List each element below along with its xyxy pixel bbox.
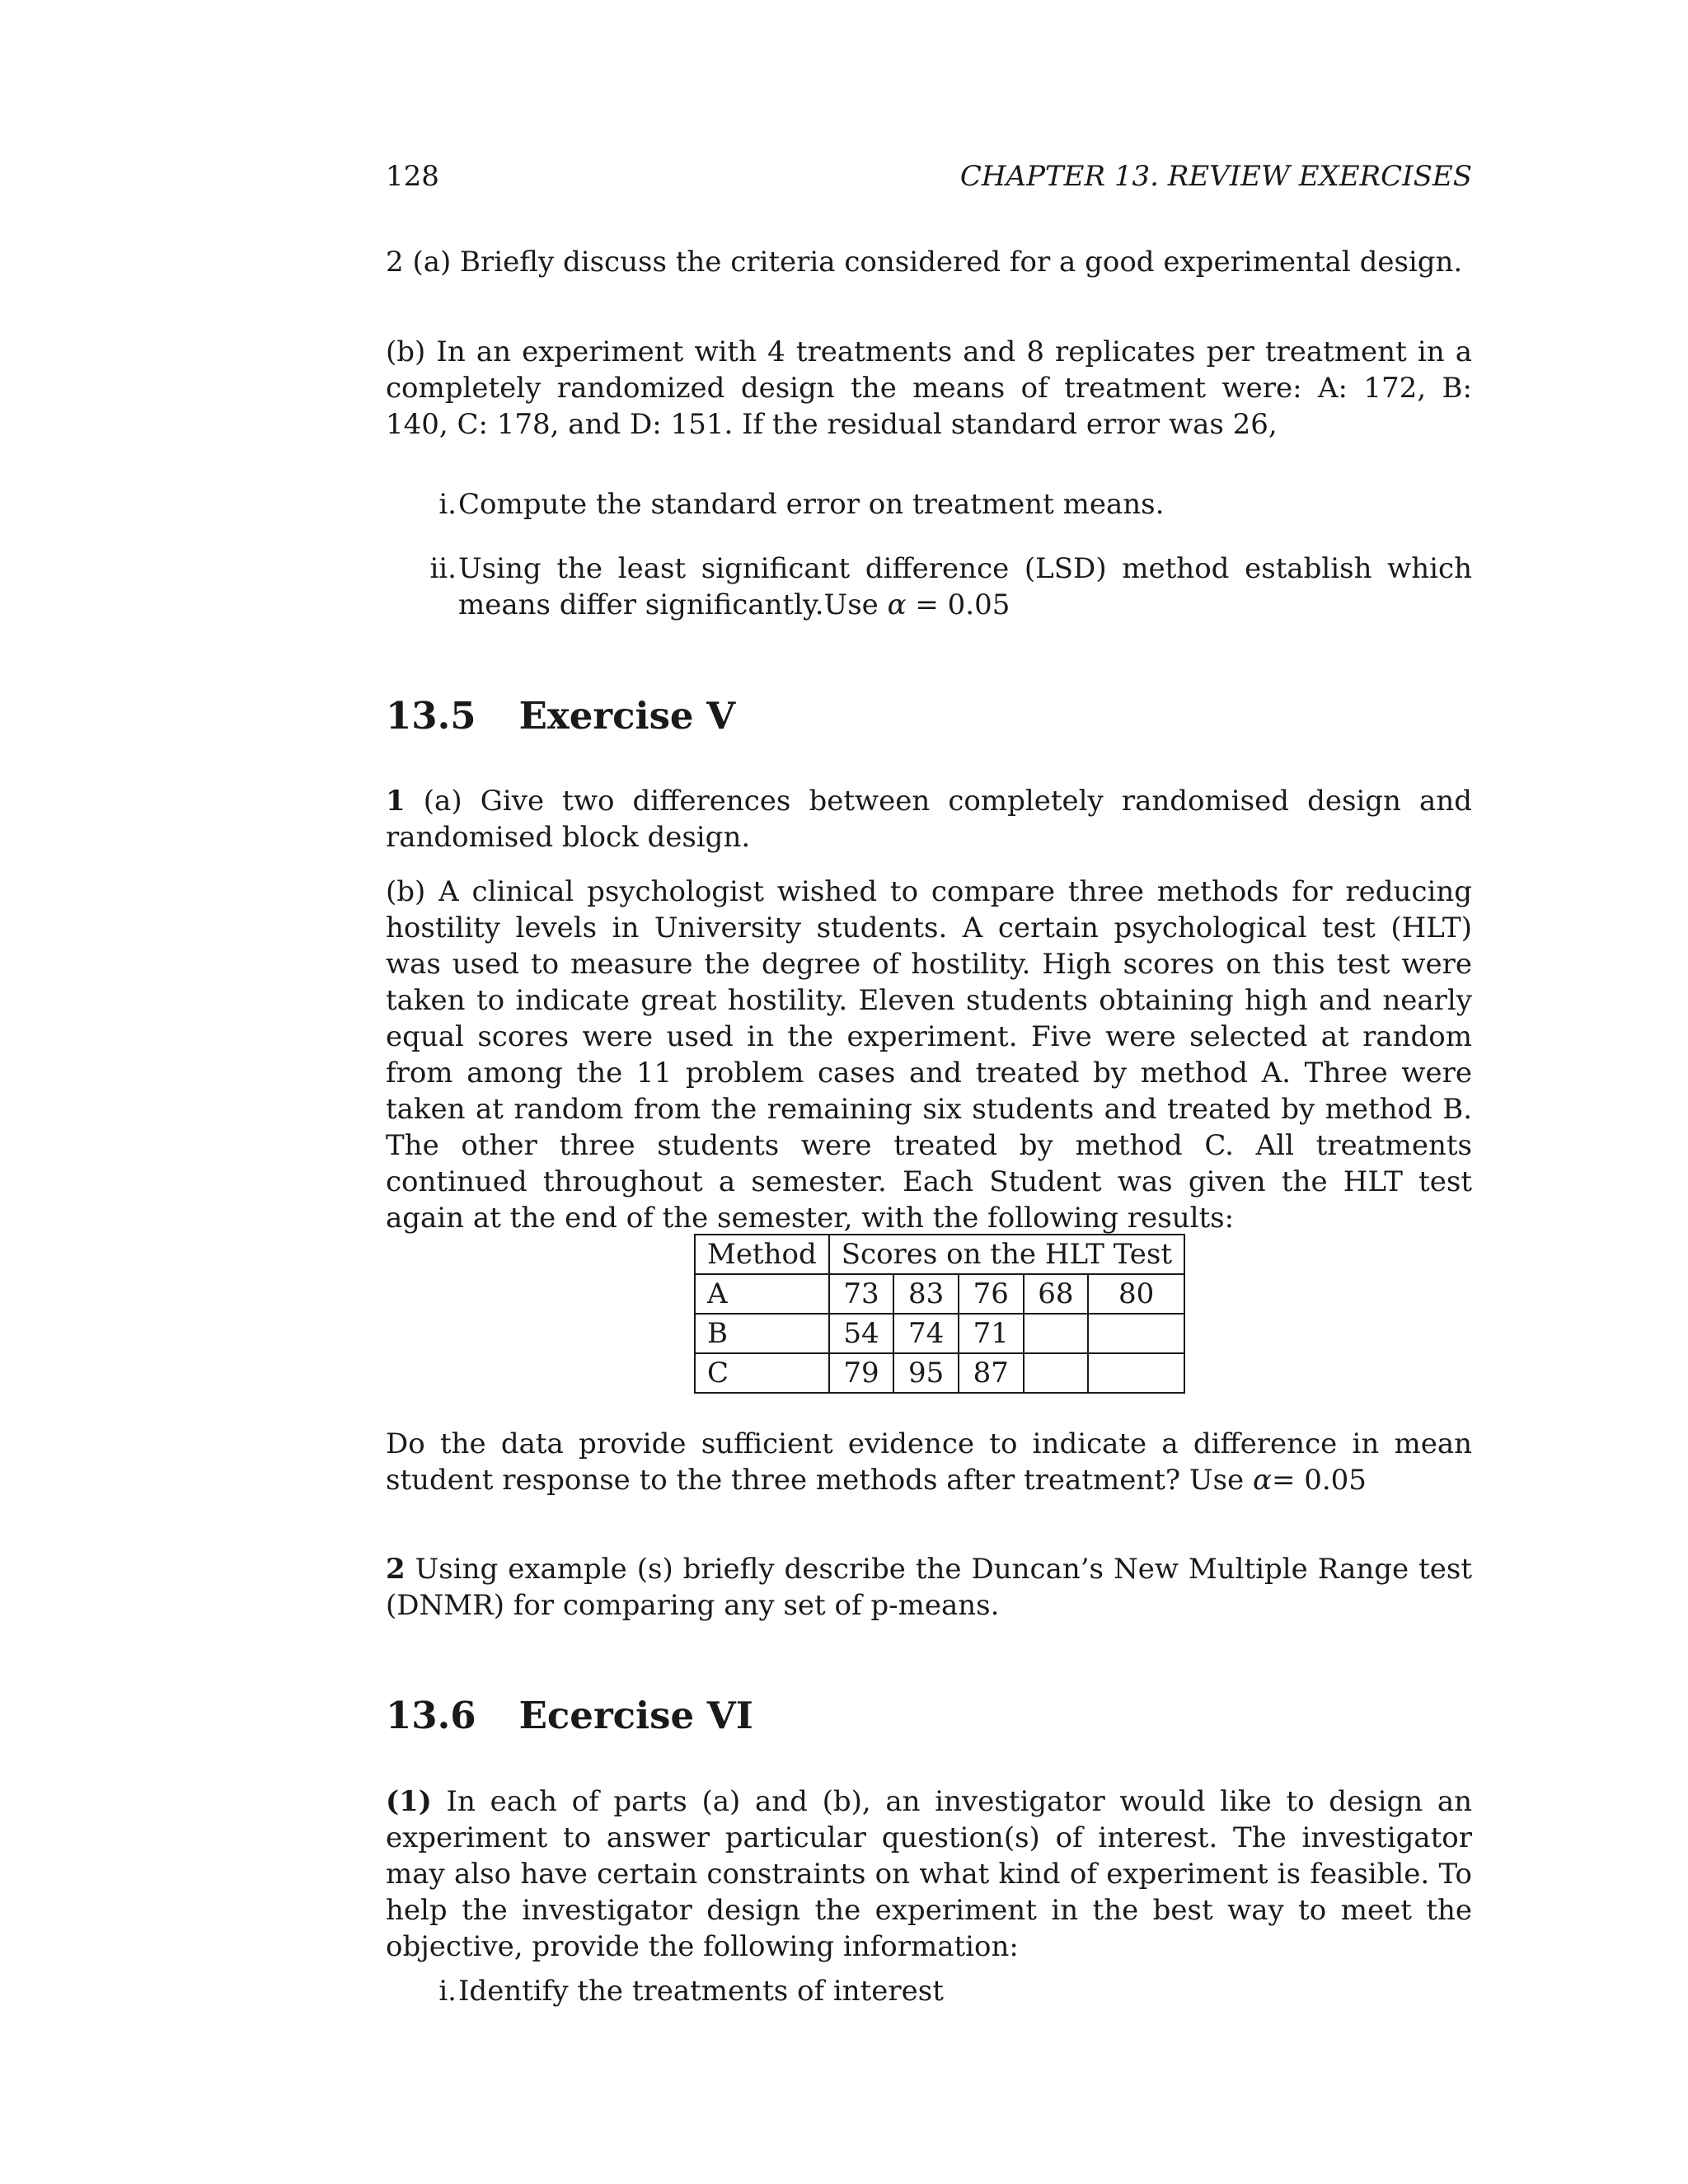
list-item-text: Compute the standard error on treatment means. — [458, 488, 1165, 521]
question-number: (1) — [386, 1785, 432, 1818]
alpha-symbol: α — [887, 588, 907, 621]
question-2b: (b) In an experiment with 4 treatments and 8 replicates per treatment in a completely randomized design the means of treatment were: A: 172, B: 140, C: 178, and D: 151. If the residual standard error was 26, — [386, 335, 1472, 441]
table-row — [695, 1274, 1184, 1314]
table-row — [695, 1353, 1184, 1393]
table-header-method: Method — [695, 1235, 829, 1274]
running-title: CHAPTER 13. REVIEW EXERCISES — [959, 160, 1472, 193]
table-cell-score: 80 — [1088, 1274, 1184, 1314]
question-number: 2 — [386, 1553, 406, 1586]
list-item-number: i. — [438, 1975, 457, 2008]
list-item-number: i. — [438, 488, 457, 521]
table-cell-score: 68 — [1024, 1274, 1089, 1314]
page-number: 128 — [386, 160, 439, 193]
table-cell-score — [1024, 1353, 1089, 1393]
question-2a: 2 (a) Briefly discuss the criteria considered for a good experimental design. — [386, 246, 1463, 279]
question-number: 1 — [386, 785, 406, 818]
exercise-vi-question-1: (1) In each of parts (a) and (b), an investigator would like to design an experiment to answer particular question(s) of interest. The investigator may also have certain constraints on what kind of experiment is feasible. To help the investigator design the experiment in the best way to meet the objective, provide the following information: — [386, 1785, 1472, 1963]
exercise-v-question-1-conclusion: Do the data provide sufficient evidence to indicate a difference in mean student response to the three methods after treatment? Use α= 0.05 — [386, 1427, 1472, 1497]
table-cell-score: 73 — [829, 1274, 894, 1314]
table-cell-score: 54 — [829, 1314, 894, 1353]
alpha-symbol: α — [1252, 1464, 1272, 1497]
table-cell-score: 76 — [959, 1274, 1024, 1314]
table-cell-score — [1088, 1314, 1184, 1353]
table-cell-score: 87 — [959, 1353, 1024, 1393]
section-title: Exercise V — [518, 694, 736, 738]
table-cell-score: 79 — [829, 1353, 894, 1393]
table-row — [695, 1314, 1184, 1353]
table-cell-score — [1088, 1353, 1184, 1393]
list-item-number: ii. — [429, 552, 457, 585]
list-item-text: Identify the treatments of interest — [458, 1975, 944, 2008]
table-cell-method: B — [695, 1314, 829, 1353]
section-number: 13.6 — [386, 1694, 476, 1737]
table-cell-score — [1024, 1314, 1089, 1353]
section-title: Ecercise VI — [518, 1694, 753, 1737]
table-cell-score: 95 — [893, 1353, 959, 1393]
table-cell-score: 71 — [959, 1314, 1024, 1353]
section-heading-13-6 — [386, 1693, 753, 1739]
table-cell-method: C — [695, 1353, 829, 1393]
page-header — [386, 158, 1472, 194]
table-cell-method: A — [695, 1274, 829, 1314]
table-cell-score: 74 — [893, 1314, 959, 1353]
exercise-v-question-1a: 1 (a) Give two differences between completely randomised design and randomised block design. — [386, 785, 1472, 854]
exercise-v-question-1b: (b) A clinical psychologist wished to compare three methods for reducing hostility levels in University students. A certain psychological test (HLT) was used to measure the degree of hostility. High scores on this test were taken to indicate great hostility. Eleven students obtaining high and nearly equal scores were used in the experiment. Five were selected at random from among the 11 problem cases and treated by method A. Three were taken at random from the remaining six students and treated by method B. The other three students were treated by method C. All treatments continued throughout a semester. Each Student was given the HLT test again at the end of the semester, with the following results: — [386, 875, 1472, 1235]
table-cell-score: 83 — [893, 1274, 959, 1314]
section-heading-13-5 — [386, 693, 735, 739]
hlt-scores-table — [694, 1234, 1185, 1394]
table-header-scores: Scores on the HLT Test — [829, 1235, 1184, 1274]
list-item-text: Using the least significant difference (LSD) method establish which means differ significantly.Use α = 0.05 — [458, 552, 1472, 621]
exercise-v-question-2: 2 Using example (s) briefly describe the Duncan’s New Multiple Range test (DNMR) for comparing any set of p-means. — [386, 1553, 1472, 1622]
section-number: 13.5 — [386, 694, 476, 738]
table-header-row — [695, 1235, 1184, 1274]
